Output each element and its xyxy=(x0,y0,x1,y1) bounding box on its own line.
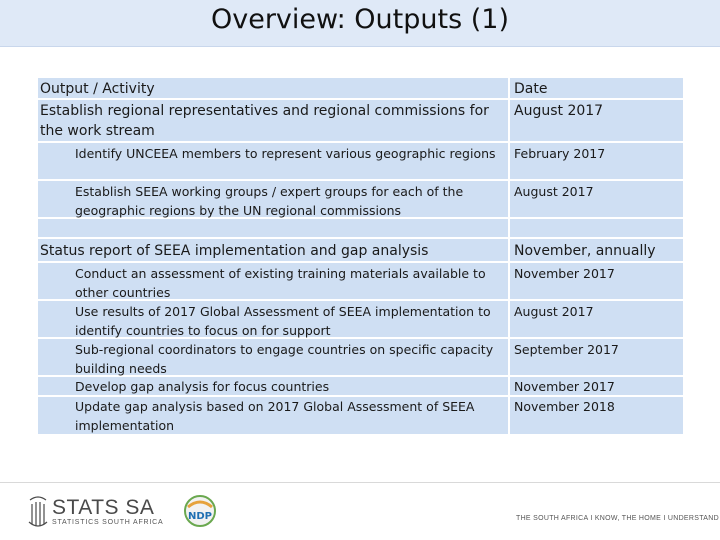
table-row xyxy=(38,100,683,141)
table-row xyxy=(38,301,683,337)
stats-sa-subtitle: STATISTICS SOUTH AFRICA xyxy=(52,519,164,526)
row-date: November 2017 xyxy=(514,379,615,394)
row-date: February 2017 xyxy=(514,146,606,161)
table-header-row xyxy=(38,78,683,98)
table-row xyxy=(38,143,683,179)
table-row xyxy=(38,239,683,261)
row-date: November 2018 xyxy=(514,399,615,414)
table-row xyxy=(38,263,683,299)
table-row xyxy=(38,397,683,434)
row-activity: Identify UNCEEA members to represent various geographic regions xyxy=(75,146,496,161)
row-activity: Establish SEEA working groups / expert groups for each of the geographic regions by the UN regional commissions xyxy=(75,184,464,218)
table-row xyxy=(38,339,683,375)
header-activity: Output / Activity xyxy=(40,81,155,97)
row-date: November 2017 xyxy=(514,266,615,281)
row-date: August 2017 xyxy=(514,304,594,319)
footer-tagline: THE SOUTH AFRICA I KNOW, THE HOME I UNDERSTAND xyxy=(516,515,719,522)
row-activity: Status report of SEEA implementation and gap analysis xyxy=(40,243,429,259)
table-row-blank xyxy=(38,219,683,237)
footer-divider xyxy=(0,482,720,483)
row-activity: Update gap analysis based on 2017 Global Assessment of SEEA implementation xyxy=(75,399,475,433)
row-date: August 2017 xyxy=(514,184,594,199)
header-date: Date xyxy=(514,81,548,97)
ndp-logo-icon xyxy=(183,494,217,528)
ndp-label: NDP xyxy=(188,511,212,522)
slide-title: Overview: Outputs (1) xyxy=(210,4,509,35)
row-activity: Establish regional representatives and regional commissions for the work stream xyxy=(40,103,489,139)
row-date: September 2017 xyxy=(514,342,619,357)
table-row xyxy=(38,377,683,395)
row-activity: Develop gap analysis for focus countries xyxy=(75,379,330,394)
row-date: August 2017 xyxy=(514,103,604,119)
table-row xyxy=(38,181,683,217)
row-activity: Sub-regional coordinators to engage countries on specific capacity building needs xyxy=(75,342,494,376)
row-activity: Conduct an assessment of existing training materials available to other countries xyxy=(75,266,486,300)
row-activity: Use results of 2017 Global Assessment of SEEA implementation to identify countries to focus on for support xyxy=(75,304,491,338)
row-date: November, annually xyxy=(514,243,656,259)
stats-sa-wordmark: STATS SA xyxy=(52,496,155,519)
